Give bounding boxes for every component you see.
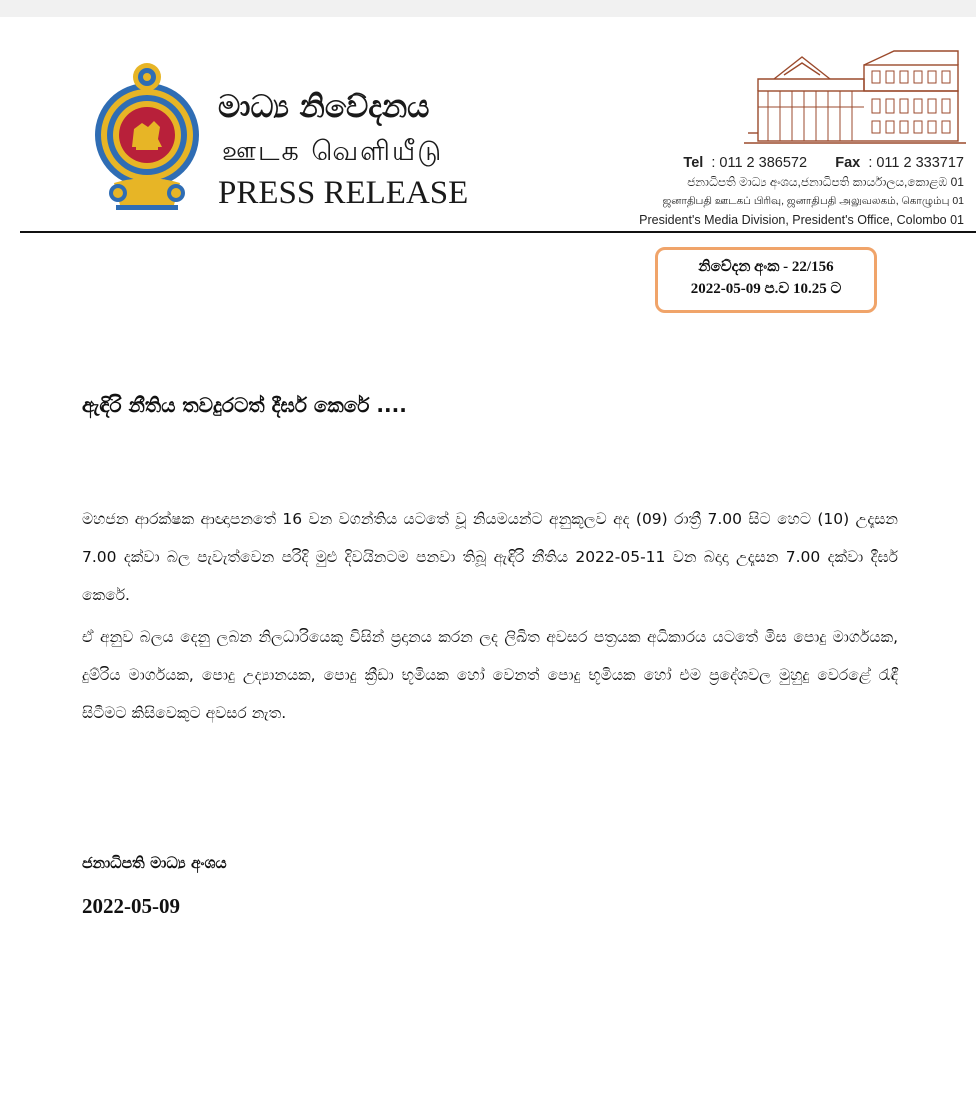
- contact-block: [639, 154, 964, 230]
- fax-number: : 011 2 333717: [868, 155, 964, 171]
- tel-label: Tel: [683, 155, 704, 171]
- press-release-page: [0, 17, 976, 1115]
- phone-fax-line: [639, 154, 964, 173]
- body-paragraph-1: මහජන ආරක්ෂක ආඥාපනතේ 16 වන වගන්තිය යටතේ වූ නියමයන්ට අනුකූලව අද (09) රාත්‍රී 7.00 සිට හෙට (10) උදෑසන 7.00 දක්වා බල පැවැත්වෙන පරිදි මුළු දිවයිනටම පනවා තිබූ ඇඳිරි නීතිය 2022-05-11 වන බදාදා උදෑසන 7.00 දක්වා දීර්ඝ කෙරේ.: [82, 510, 898, 604]
- title-tamil: ஊடக வெளியீடு: [222, 136, 444, 167]
- reference-box: [655, 247, 877, 313]
- presidents-office-building-icon: [744, 45, 966, 145]
- body-paragraph-2: ඒ අනුව බලය දෙනු ලබන නිලධාරියෙකු විසින් ප්‍රදානය කරන ලද ලිඛිත අවසර පත්‍රයක අධිකාරය යටතේ මිස පොදු මාර්ගයක, දුම්රිය මාර්ගයක, පොදු උද්‍යානයක, පොදු ක්‍රීඩා භූමියක හෝ වෙනත් පොදු භූමියක හෝ එම ප්‍රදේශවල මුහුදු වෙරළේ රැඳී සිටීමට කිසිවෙකුට අවසර නැත.: [82, 628, 898, 722]
- address-tamil: ஜனாதிபதி ஊடகப் பிரிவு, ஜனாதிபதி அலுவலகம், கொழும்பு 01: [662, 195, 964, 207]
- address-english: President's Media Division, President's Office, Colombo 01: [639, 213, 964, 227]
- fax-label: Fax: [835, 155, 861, 171]
- title-english: PRESS RELEASE: [218, 175, 469, 211]
- header-divider: [20, 231, 976, 233]
- release-date: 2022-05-09: [82, 894, 180, 918]
- sri-lanka-emblem-icon: [92, 55, 202, 213]
- tel-number: : 011 2 386572: [711, 155, 808, 171]
- reference-number: නිවේදන අංක - 22/156: [698, 259, 834, 275]
- address-sinhala: ජනාධිපති මාධ්‍ය අංශය,ජනාධිපති කාර්යාලය,කොළඹ 01: [687, 175, 964, 189]
- signature: ජනාධිපති මාධ්‍ය අංශය: [82, 854, 227, 872]
- reference-datetime: 2022-05-09 ප.ව 10.25 ට: [690, 281, 842, 297]
- title-sinhala: මාධ්‍ය නිවේදනය: [218, 89, 430, 125]
- headline: ඇඳිරි නීතිය තවදුරටත් දීර්ඝ කෙරේ ....: [82, 393, 407, 417]
